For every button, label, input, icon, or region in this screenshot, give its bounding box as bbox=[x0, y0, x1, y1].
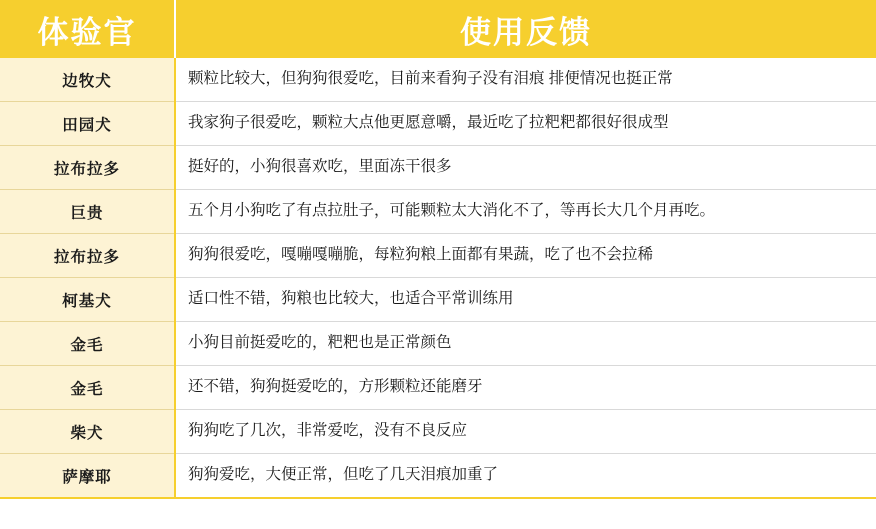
cell-feedback: 狗狗很爱吃，嘎嘣嘎嘣脆，每粒狗粮上面都有果蔬，吃了也不会拉稀 bbox=[175, 234, 876, 278]
cell-breed: 萨摩耶 bbox=[0, 454, 175, 499]
cell-feedback: 适口性不错，狗粮也比较大，也适合平常训练用 bbox=[175, 278, 876, 322]
table-header bbox=[0, 0, 876, 58]
table-row bbox=[0, 278, 876, 322]
header-row bbox=[0, 0, 876, 58]
cell-breed: 巨贵 bbox=[0, 190, 175, 234]
table-row bbox=[0, 146, 876, 190]
table-row bbox=[0, 454, 876, 499]
table-body bbox=[0, 58, 876, 529]
cell-feedback: 狗狗吃了几次，非常爱吃，没有不良反应 bbox=[175, 410, 876, 454]
cell-breed: 拉布拉多 bbox=[0, 234, 175, 278]
cell-feedback: 我家狗子很爱吃，颗粒大点他更愿意嚼，最近吃了拉粑粑都很好很成型 bbox=[175, 102, 876, 146]
column-header-feedback: 使用反馈 bbox=[175, 0, 876, 58]
cell-breed: 柴犬 bbox=[0, 410, 175, 454]
column-header-breed: 体验官 bbox=[0, 0, 175, 58]
table-footer-spacer bbox=[0, 498, 876, 529]
cell-feedback: 还不错，狗狗挺爱吃的，方形颗粒还能磨牙 bbox=[175, 366, 876, 410]
cell-feedback: 狗狗爱吃，大便正常，但吃了几天泪痕加重了 bbox=[175, 454, 876, 499]
table-row bbox=[0, 366, 876, 410]
table-row bbox=[0, 322, 876, 366]
table-row bbox=[0, 102, 876, 146]
cell-breed: 柯基犬 bbox=[0, 278, 175, 322]
cell-feedback: 小狗目前挺爱吃的，粑粑也是正常颜色 bbox=[175, 322, 876, 366]
cell-breed: 田园犬 bbox=[0, 102, 175, 146]
cell-breed: 边牧犬 bbox=[0, 58, 175, 102]
table-row bbox=[0, 234, 876, 278]
spacer-cell-left bbox=[0, 498, 175, 529]
table-row bbox=[0, 190, 876, 234]
table-row bbox=[0, 410, 876, 454]
cell-feedback: 五个月小狗吃了有点拉肚子，可能颗粒太大消化不了，等再长大几个月再吃。 bbox=[175, 190, 876, 234]
spacer-cell-right bbox=[175, 498, 876, 529]
cell-breed: 金毛 bbox=[0, 322, 175, 366]
cell-feedback: 颗粒比较大，但狗狗很爱吃，目前来看狗子没有泪痕 排便情况也挺正常 bbox=[175, 58, 876, 102]
cell-breed: 拉布拉多 bbox=[0, 146, 175, 190]
table-row bbox=[0, 58, 876, 102]
cell-breed: 金毛 bbox=[0, 366, 175, 410]
cell-feedback: 挺好的，小狗很喜欢吃，里面冻干很多 bbox=[175, 146, 876, 190]
